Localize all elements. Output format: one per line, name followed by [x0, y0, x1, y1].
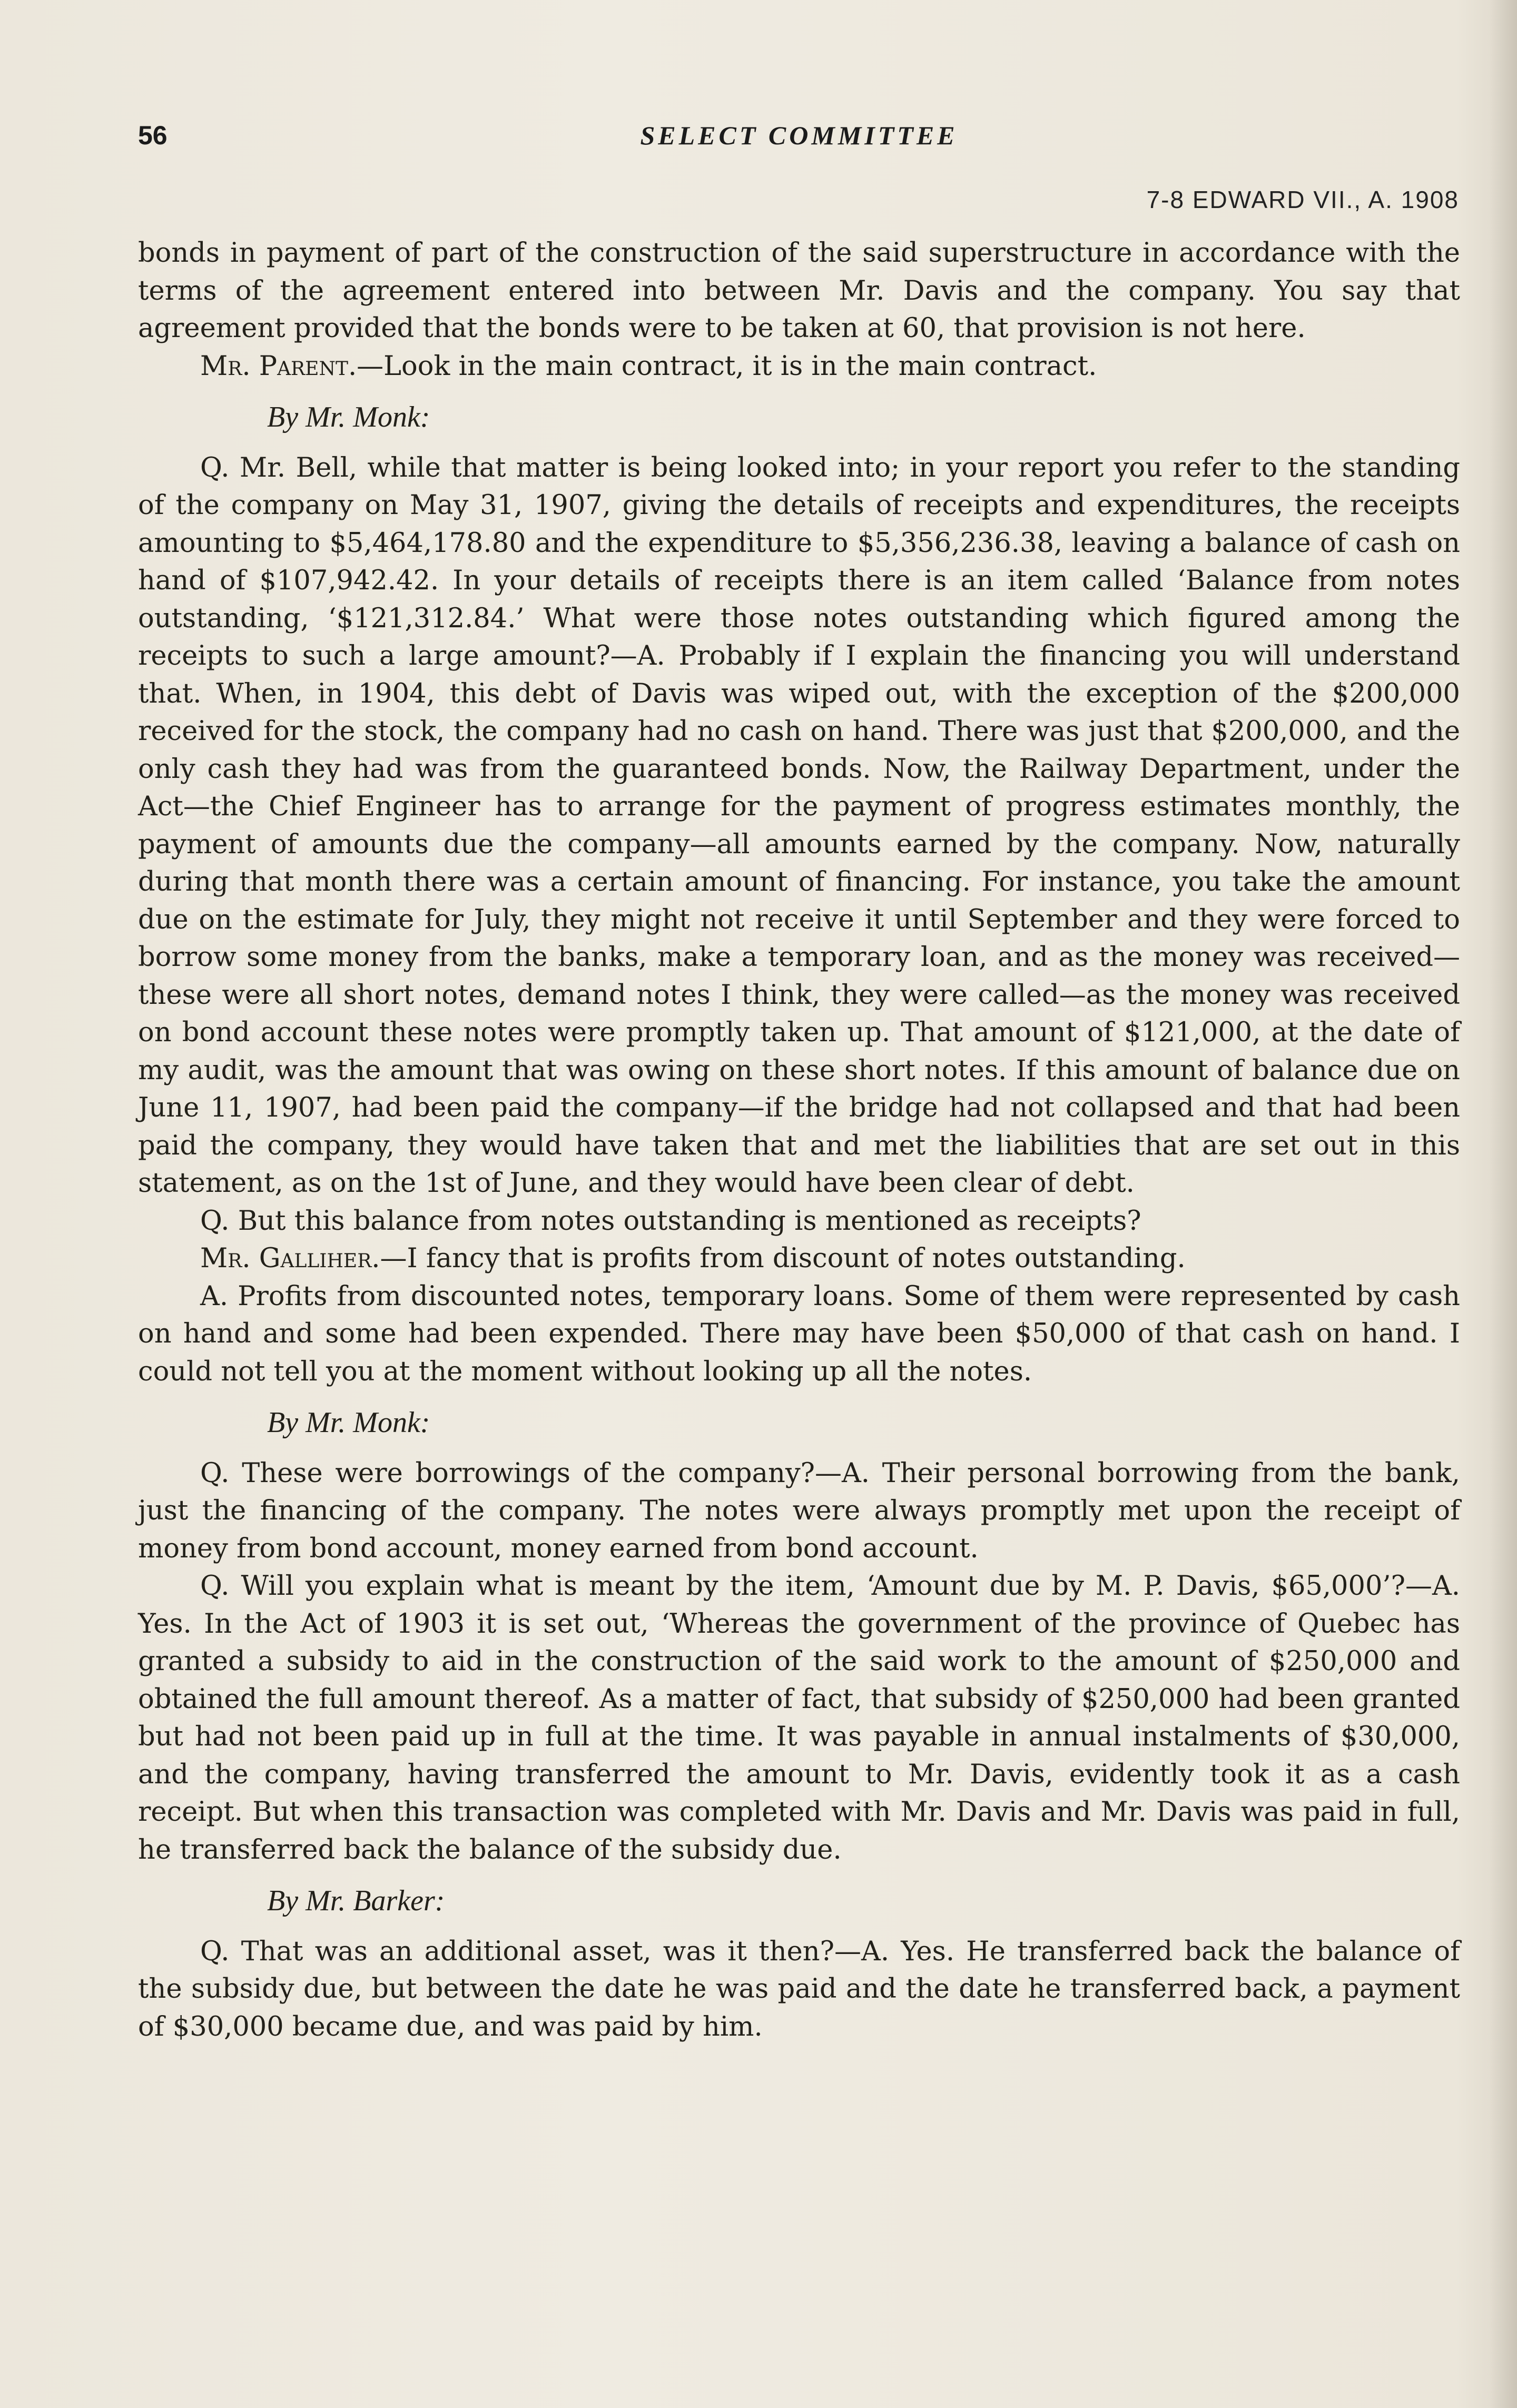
paragraph: Q. Will you explain what is meant by the item, ‘Amount due by M. P. Davis, $65,000’?—A. Yes. In the Act of 1903 it is set out, ‘Whereas the government of the province of Quebec has granted a subsidy to aid in the construction of the said work to the amount of $250,000 and obtained the full amount thereof. As a matter of fact, that subsidy of $250,000 had been granted but had not been paid up in full at the time. It was payable in annual instalments of $30,000, and the company, having transferred the amount to Mr. Davis, evidently took it as a cash receipt. But when this transaction was completed with Mr. Davis and Mr. Davis was paid in full, he transferred back the balance of the subsidy due. — [138, 1571, 1460, 1866]
page-edge-shadow — [1490, 0, 1517, 2408]
paragraph: bonds in payment of part of the construction of the said superstructure in accordance with the terms of the agreement entered into between Mr. Davis and the company. You say that agreement provided that the bonds were to be taken at 60, that provision is not here. — [138, 238, 1460, 344]
running-title: SELECT COMMITTEE — [640, 121, 958, 150]
paragraph: A. Profits from discounted notes, temporary loans. Some of them were represented by cash on hand and some had been expended. There may have been $50,000 of that cash on hand. I could not tell you at the moment without looking up all the notes. — [138, 1280, 1460, 1387]
paragraph: Q. Mr. Bell, while that matter is being looked into; in your report you refer to the standing of the company on May 31, 1907, giving the details of receipts and expenditures, the receipts amounting to $5,464,178.80 and the expenditure to $5,356,236.38, leaving a balance of cash on hand of $107,942.42. In your details of receipts there is an item called ‘Balance from notes outstanding, ‘$121,312.84.’ What were those notes outstanding which figured among the receipts to such a large amount?—A. Probably if I explain the financing you will understand that. When, in 1904, this debt of Davis was wiped out, with the exception of the $200,000 received for the stock, the company had no cash on hand. There was just that $200,000, and the only cash they had was from the guaranteed bonds. Now, the Railway Department, under the Act—the Chief Engineer has to arrange for the payment of progress estimates monthly, the payment of amounts due the company—all amounts earned by the company. Now, naturally during that month there was a certain amount of financing. For instance, you take the amount due on the estimate for July, they might not receive it until September and they were forced to borrow some money from the banks, make a temporary loan, and as the money was received—these were all short notes, demand notes I think, they were called—as the money was received on bond account these notes were promptly taken up. That amount of $121,000, at the date of my audit, was the amount that was owing on these short notes. If this amount of balance due on June 11, 1907, had been paid the company—if the bridge had not collapsed and that had been paid the company, they would have taken that and met the liabilities that are set out in this statement, as on the 1st of June, and they would have been clear of debt. — [138, 452, 1460, 1199]
page-number: 56 — [138, 121, 168, 150]
document-body — [138, 234, 1460, 2046]
speaker-label: Mr. Galliher. — [200, 1243, 380, 1274]
byline: By Mr. Monk: — [267, 1406, 430, 1439]
paragraph-text: —I fancy that is profits from discount of notes outstanding. — [380, 1243, 1186, 1274]
page-header — [138, 120, 1460, 157]
byline: By Mr. Monk: — [267, 401, 430, 433]
session-line: 7-8 EDWARD VII., A. 1908 — [1146, 186, 1459, 213]
speaker-label: Mr. Parent. — [200, 350, 357, 382]
paragraph-text: —Look in the main contract, it is in the main contract. — [357, 350, 1097, 382]
byline: By Mr. Barker: — [267, 1884, 445, 1917]
speaker-paragraph — [138, 348, 1460, 386]
paragraph: Q. That was an additional asset, was it then?—A. Yes. He transferred back the balance of the subsidy due, but between the date he was paid and the date he transferred back, a payment of $30,000 became due, and was paid by him. — [138, 1936, 1460, 2042]
paragraph: Q. But this balance from notes outstanding is mentioned as receipts? — [200, 1205, 1141, 1237]
paragraph: Q. These were borrowings of the company?—A. Their personal borrowing from the bank, just the financing of the company. The notes were always promptly met upon the receipt of money from bond account, money earned from bond account. — [138, 1457, 1460, 1564]
speaker-paragraph — [138, 1240, 1460, 1278]
